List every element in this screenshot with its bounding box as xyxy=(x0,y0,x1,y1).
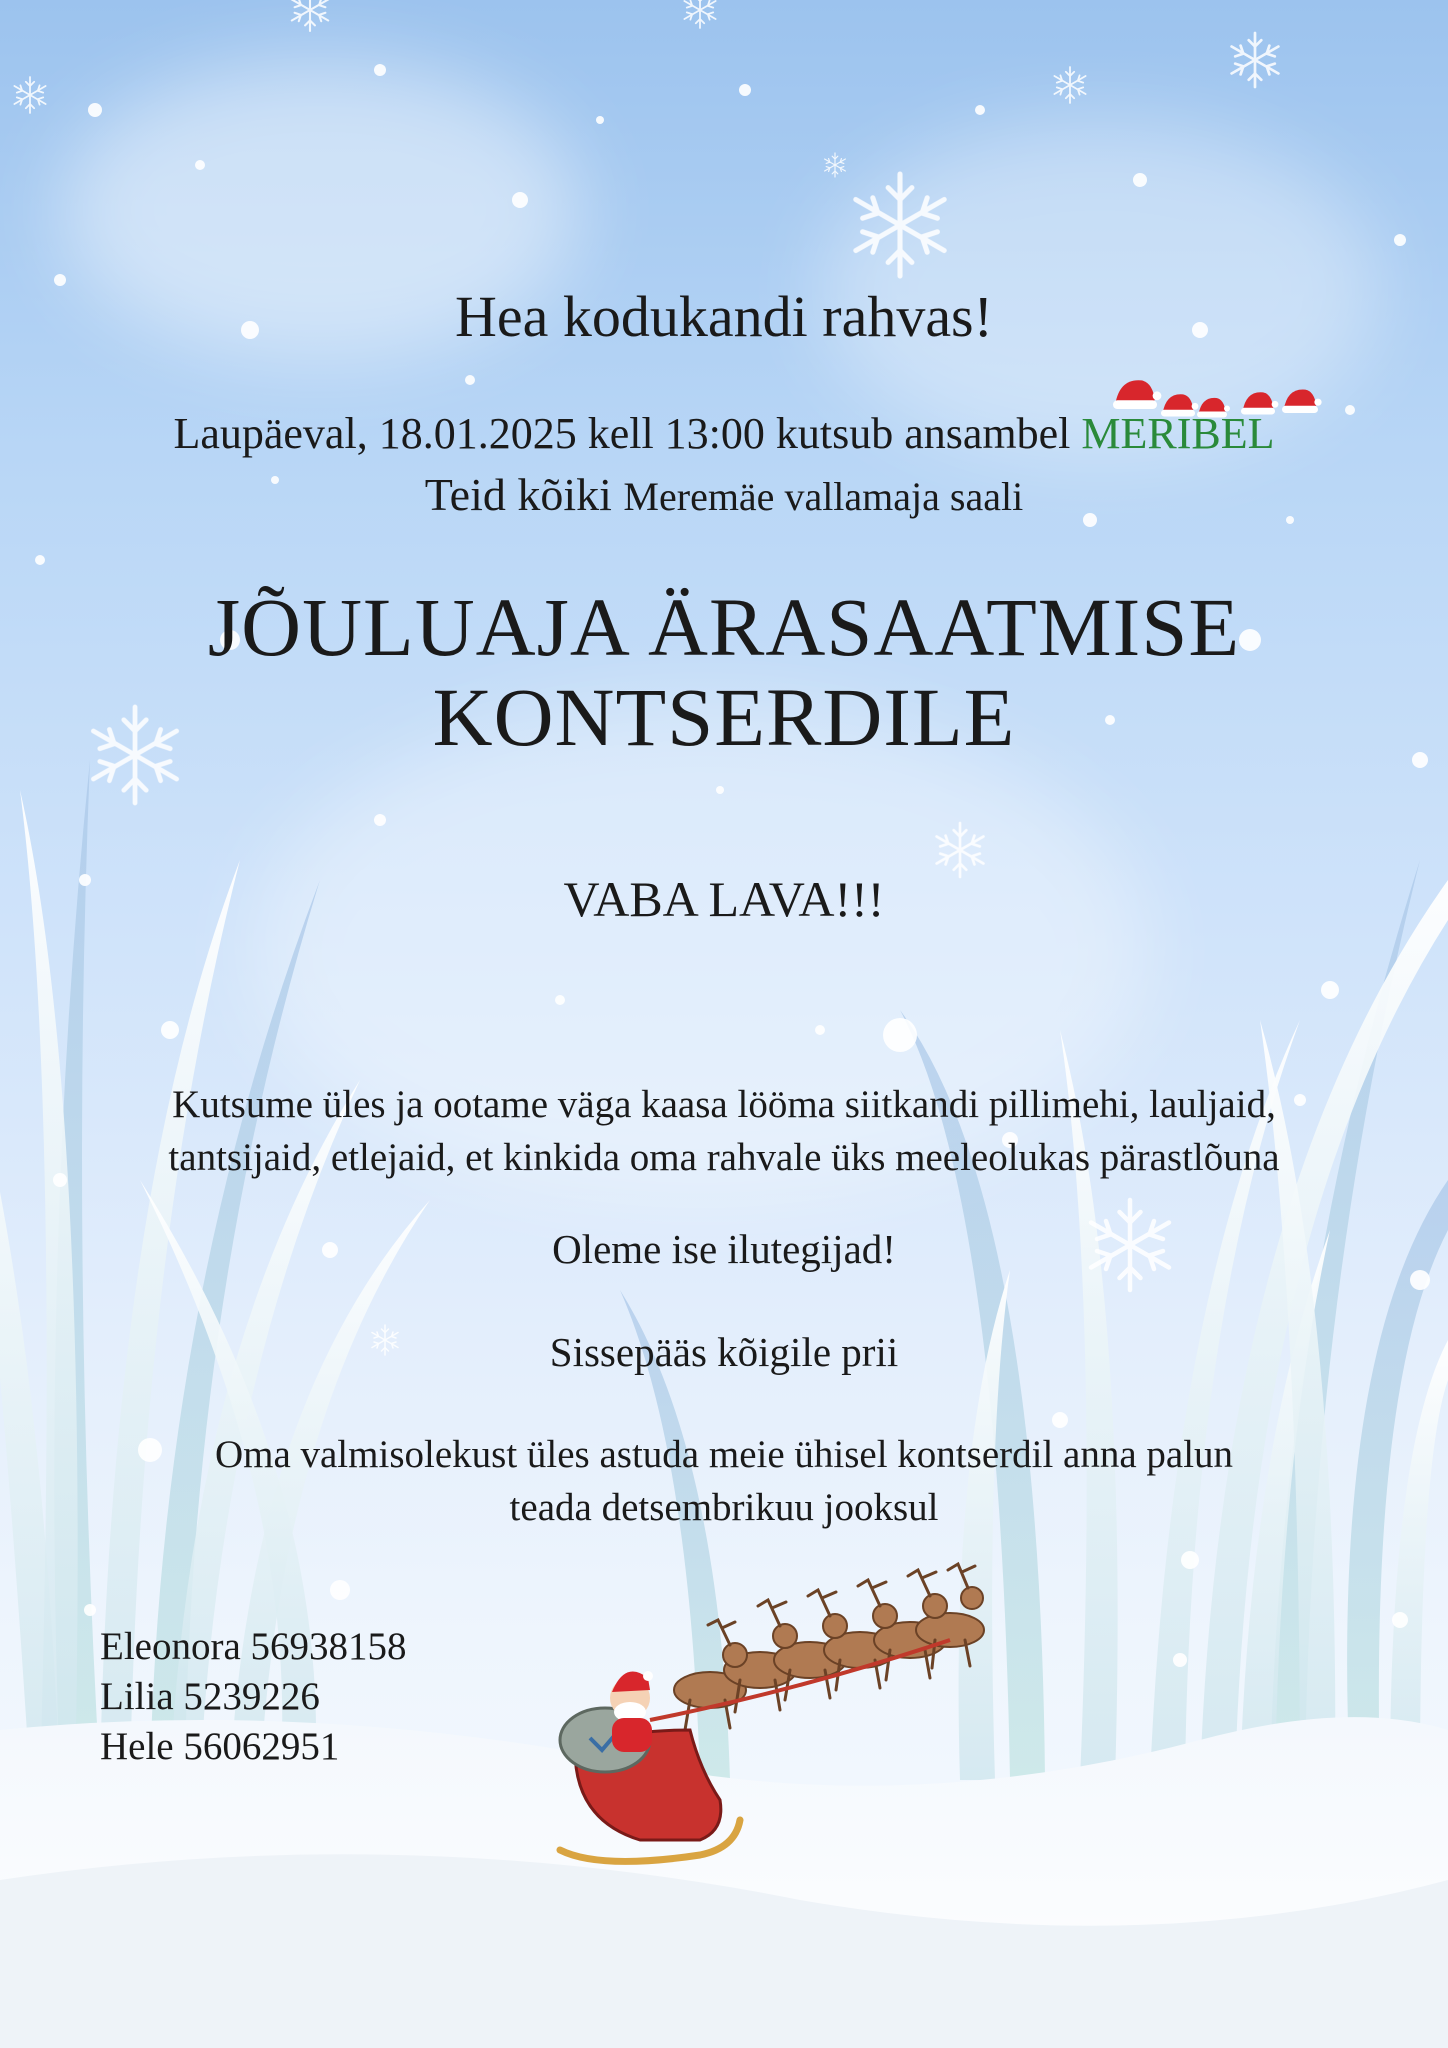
signup-line-2: teada detsembrikuu jooksul xyxy=(509,1486,939,1529)
signup-note xyxy=(0,1428,1448,1534)
contact-item: Hele 56062951 xyxy=(100,1725,340,1768)
invite-line-venue xyxy=(0,468,1448,521)
contact-list xyxy=(100,1622,407,1772)
event-title-line-2: KONTSERDILE xyxy=(432,671,1016,763)
motto: Oleme ise ilutegijad! xyxy=(552,1226,896,1272)
call-for-performers xyxy=(0,1078,1448,1184)
greeting: Hea kodukandi rahvas! xyxy=(455,284,993,349)
event-title-line-1: JÕULUAJA ÄRASAATMISE xyxy=(207,581,1241,673)
band-name: MERIBEL xyxy=(1081,409,1275,458)
venue-text: Meremäe vallamaja saali xyxy=(623,474,1024,519)
contact-item: Lilia 5239226 xyxy=(100,1675,320,1718)
invite-everyone-text: Teid kõiki xyxy=(424,469,612,520)
signup-line-1: Oma valmisolekust üles astuda meie ühisel kontserdil anna palun xyxy=(214,1433,1234,1476)
contact-item: Eleonora 56938158 xyxy=(100,1625,407,1668)
call-line-1: Kutsume üles ja ootame väga kaasa lööma siitkandi pillimehi, lauljaid, xyxy=(172,1083,1276,1126)
invite-date-text: Laupäeval, 18.01.2025 kell 13:00 kutsub ansambel xyxy=(173,409,1071,458)
free-stage-announcement: VABA LAVA!!! xyxy=(563,871,885,927)
invite-line-date xyxy=(0,408,1448,459)
event-title xyxy=(0,582,1448,762)
call-line-2: tantsijaid, etlejaid, et kinkida oma rahvale üks meeleolukas pärastlõuna xyxy=(168,1136,1280,1179)
entry-info: Sissepääs kõigile prii xyxy=(549,1329,899,1375)
